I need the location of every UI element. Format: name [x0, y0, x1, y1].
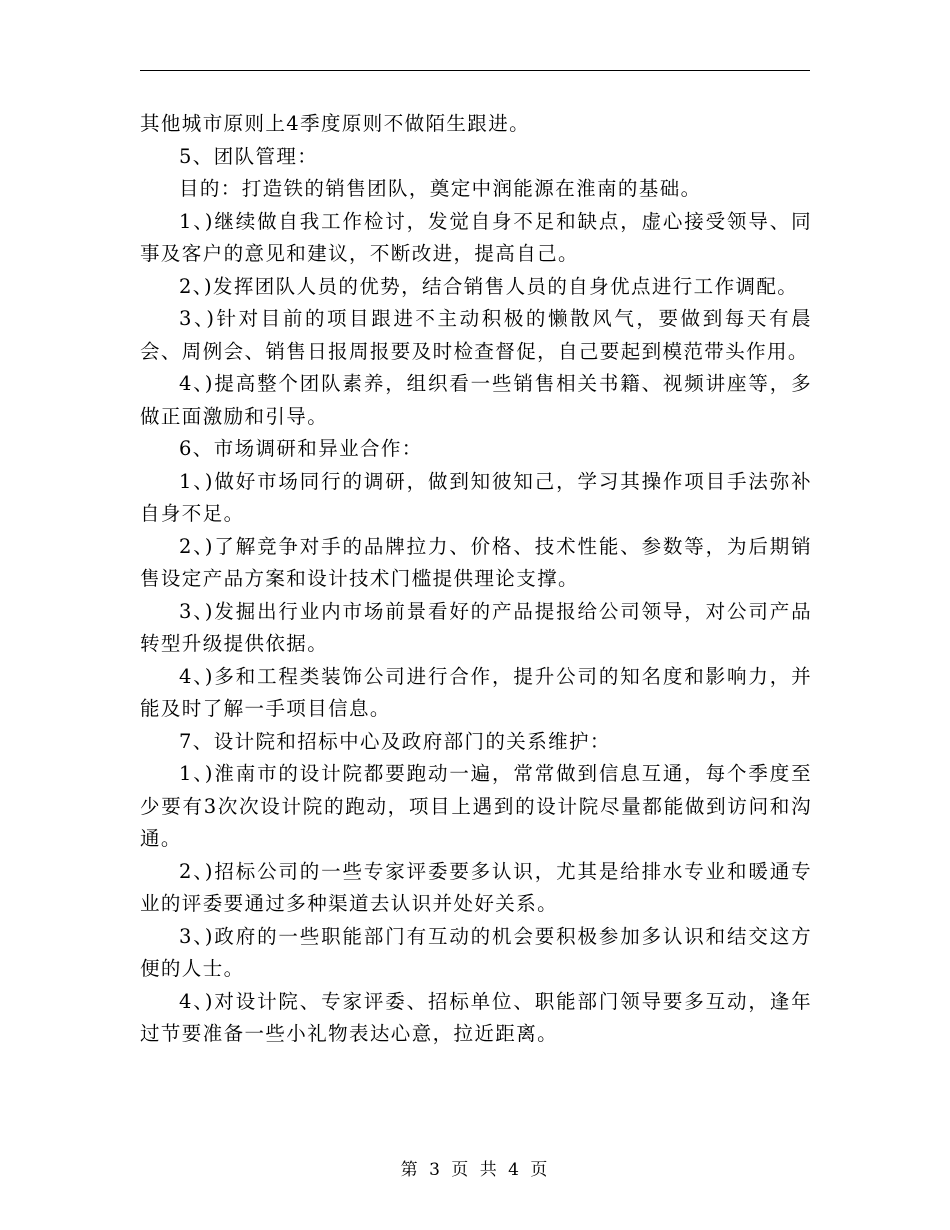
section-heading: 5、团队管理：: [179, 144, 319, 168]
footer-prefix: 第: [400, 1160, 420, 1180]
paragraph: 3、)发掘出行业内市场前景看好的产品提报给公司领导，对公司产品转型升级提供依据。: [140, 599, 812, 655]
paragraph: 4、)提高整个团队素养，组织看一些销售相关书籍、视频讲座等，多做正面激励和引导。: [140, 372, 812, 428]
paragraph: 1、)继续做自我工作检讨，发觉自身不足和缺点，虚心接受领导、同事及客户的意见和建议，不断改进，提高自己。: [140, 209, 812, 265]
section-heading: 6、市场调研和异业合作：: [179, 437, 423, 460]
header-rule: [140, 70, 810, 71]
paragraph: 1、)做好市场同行的调研，做到知彼知己，学习其操作项目手法弥补自身不足。: [140, 469, 812, 525]
footer-current-page: 3: [429, 1160, 442, 1180]
paragraph: 目的：打造铁的销售团队，奠定中润能源在淮南的基础。: [179, 177, 702, 200]
footer-page-label-2: 页: [530, 1160, 550, 1180]
footer-total-pages: 4: [508, 1160, 521, 1180]
paragraph: 2、)招标公司的一些专家评委要多认识，尤其是给排水专业和暖通专业的评委要通过多种渠道去认识并处好关系。: [140, 859, 812, 915]
paragraph: 其他城市原则上4季度原则不做陌生跟进。: [140, 112, 531, 135]
paragraph: 1、)淮南市的设计院都要跑动一遍，常常做到信息互通，每个季度至少要有3次次设计院的跑动，项目上遇到的设计院尽量都能做到访问和沟通。: [140, 762, 812, 850]
paragraph: 4、)对设计院、专家评委、招标单位、职能部门领导要多互动，逢年过节要准备一些小礼物表达心意，拉近距离。: [140, 989, 812, 1045]
section-heading: 7、设计院和招标中心及政府部门的关系维护：: [179, 729, 611, 753]
paragraph: 2、)发挥团队人员的优势，结合销售人员的自身优点进行工作调配。: [179, 274, 799, 298]
body-text: [140, 108, 812, 1051]
footer-total-label: 共: [479, 1160, 499, 1180]
paragraph: 3、)政府的一些职能部门有互动的机会要积极参加多认识和结交这方便的人士。: [140, 924, 812, 980]
page-footer: [0, 1155, 950, 1180]
footer-page-label: 页: [451, 1160, 471, 1180]
paragraph: 3、)针对目前的项目跟进不主动积极的懒散风气，要做到每天有晨会、周例会、销售日报周报要及时检查督促，自己要起到模范带头作用。: [140, 307, 812, 363]
paragraph: 4、)多和工程类装饰公司进行合作，提升公司的知名度和影响力，并能及时了解一手项目信息。: [140, 664, 812, 720]
paragraph: 2、)了解竞争对手的品牌拉力、价格、技术性能、参数等，为后期销售设定产品方案和设计技术门槛提供理论支撑。: [140, 534, 812, 590]
